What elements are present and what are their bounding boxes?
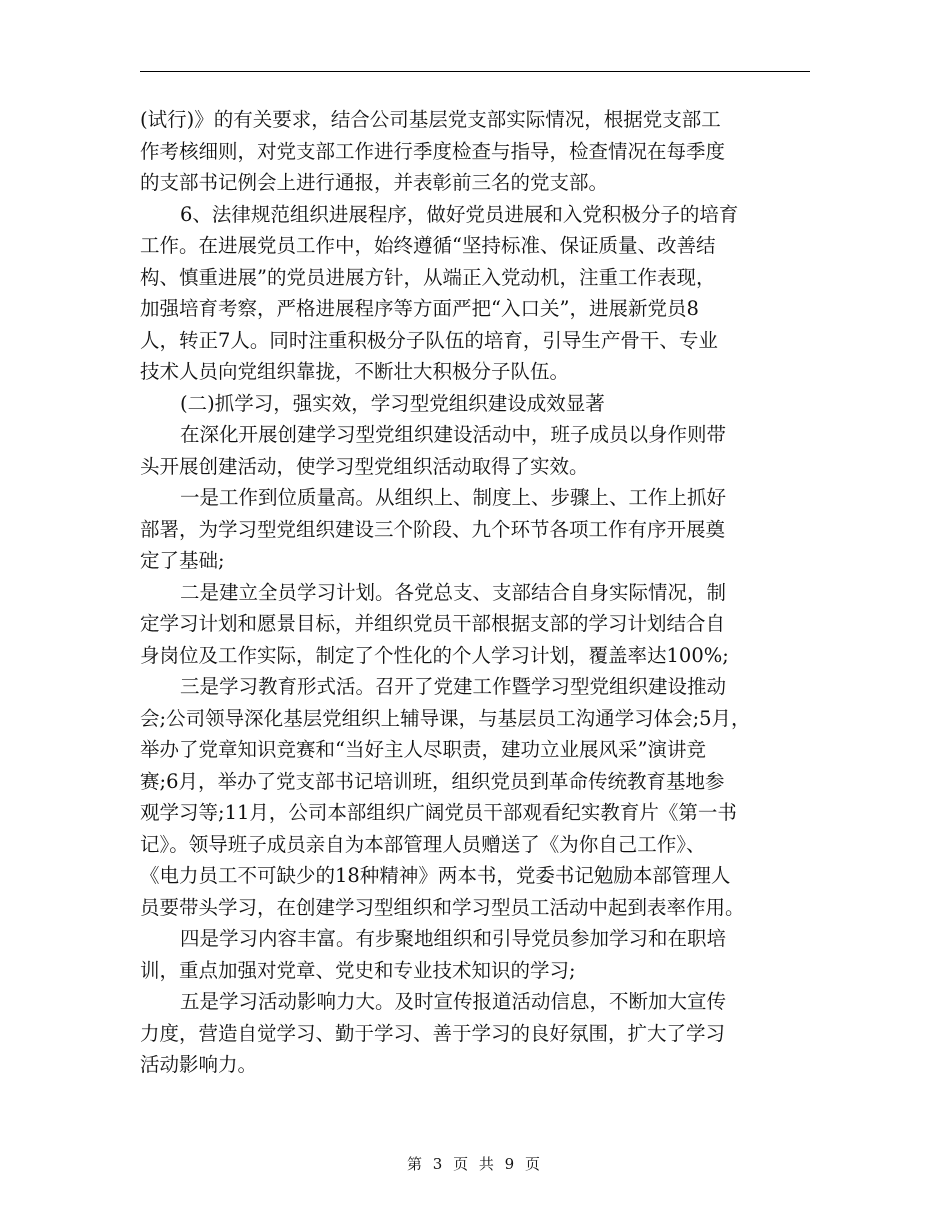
text-line: (二)抓学习，强实效，学习型党组织建设成效显著 [180, 391, 605, 415]
text-line: 三是学习教育形式活。召开了党建工作暨学习型党组织建设推动 [180, 675, 727, 698]
text-line: 在深化开展创建学习型党组织建设活动中，班子成员以身作则带 [180, 423, 727, 446]
text-line: 工作。在进展党员工作中，始终遵循“坚持标准、保证质量、改善结 [140, 234, 716, 257]
header-rule [140, 71, 810, 72]
text-line: 训，重点加强对党章、党史和专业技术知识的学习; [140, 958, 576, 982]
paragraph [140, 671, 810, 923]
text-line: 活动影响力。 [140, 1053, 258, 1076]
text-line: 四是学习内容丰富。有步聚地组织和引导党员参加学习和在职培 [180, 927, 727, 950]
text-line: 员要带头学习，在创建学习型组织和学习型员工活动中起到表率作用。 [140, 895, 745, 919]
text-line: 举办了党章知识竞赛和“当好主人尽职责，建功立业展风采”演讲竞 [140, 738, 706, 761]
text-line: 记》。领导班子成员亲自为本部管理人员赠送了《为你自己工作》、 [140, 832, 706, 856]
text-line: 力度，营造自觉学习、勤于学习、善于学习的良好氛围，扩大了学习 [140, 1021, 726, 1045]
text-line: 定了基础; [140, 549, 225, 572]
text-line: 加强培育考察，严格进展程序等方面严把“入口关”，进展新党员8 [140, 297, 699, 320]
paragraph [140, 388, 810, 420]
text-line: 技术人员向党组织靠拢，不断壮大积极分子队伍。 [140, 360, 570, 383]
text-line: 赛;6月，举办了党支部书记培训班，组织党员到革命传统教育基地参 [140, 769, 725, 793]
paragraph [140, 986, 810, 1081]
text-line: 二是建立全员学习计划。各党总支、支部结合自身实际情况，制 [180, 580, 727, 604]
text-line: 五是学习活动影响力大。及时宣传报道活动信息，不断加大宣传 [180, 990, 727, 1013]
text-line: 《电力员工不可缺少的18种精神》两本书，党委书记勉励本部管理人 [140, 864, 731, 887]
paragraph [140, 482, 810, 577]
text-line: 身岗位及工作实际，制定了个性化的个人学习计划，覆盖率达100%; [140, 643, 729, 667]
paragraph [140, 419, 810, 482]
text-line: 一是工作到位质量高。从组织上、制度上、步骤上、工作上抓好 [180, 486, 727, 509]
paragraph [140, 199, 810, 388]
document-body [140, 104, 810, 1081]
text-line: 观学习等;11月，公司本部组织广阔党员干部观看纪实教育片《第一书 [140, 801, 737, 824]
text-line: 的支部书记例会上进行通报，并表彰前三名的党支部。 [140, 171, 609, 194]
text-line: (试行)》的有关要求，结合公司基层党支部实际情况，根据党支部工 [140, 108, 721, 131]
text-line: 部署，为学习型党组织建设三个阶段、九个环节各项工作有序开展奠 [140, 517, 726, 541]
text-line: 头开展创建活动，使学习型党组织活动取得了实效。 [140, 454, 589, 478]
text-line: 人，转正7人。同时注重积极分子队伍的培育，引导生产骨干、专业 [140, 328, 718, 352]
paragraph [140, 923, 810, 986]
paragraph [140, 577, 810, 672]
text-line: 构、慎重进展”的党员进展方针，从端正入党动机，注重工作表现， [140, 265, 716, 289]
text-line: 作考核细则，对党支部工作进行季度检查与指导，检查情况在每季度 [140, 139, 726, 163]
text-line: 定学习计划和愿景目标，并组织党员干部根据支部的学习计划结合自 [140, 612, 726, 635]
text-line: 6、法律规范组织进展程序，做好党员进展和入党积极分子的培育 [180, 202, 739, 226]
text-line: 会;公司领导深化基层党组织上辅导课，与基层员工沟通学习体会;5月， [140, 706, 751, 730]
page-number: 第 3 页 共 9 页 [407, 1155, 543, 1173]
paragraph [140, 104, 810, 199]
